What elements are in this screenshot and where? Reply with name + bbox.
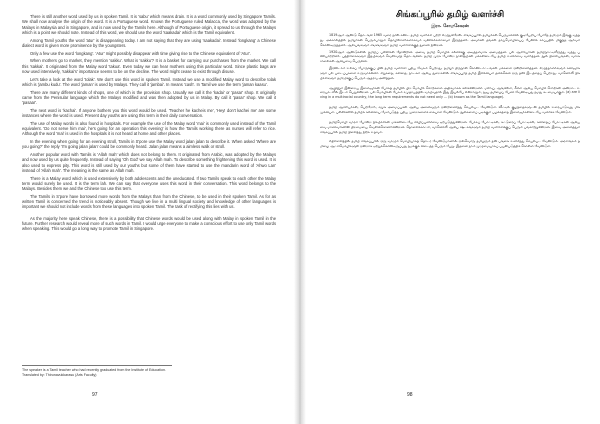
left-paragraph: Let's take a look at the word 'tolak'. We don't use this word in spoken Tamil. Instead we use a modified Malay word to describe tolak which is 'jambu kudu'. The word 'jaman' is used by Malays. They call it 'jambai'. In means 'cash'. In Tamil we use the term 'jaman kaasu'. [22,76,276,87]
left-paragraph: Another popular word with Tamils is 'Allah mah' which does not belong to them. It originated from Arabic, was adopted by the Malays and now used by us quite frequently. Instead of saying 'Oh God' we say Allah mah. To describe something frightening this word is used. It is also used to express pity. This word is still used by our youths but some of them have started to use the mandarin word of 'Ahwo Lan' instead of 'Allah mah'. The meaning is the same as Allah mah. [22,152,276,173]
left-paragraph: There is a Malay word which is used extensively by both adolescents and the uneducated. If two Tamils speak to each other the Malay term would surely be used. It is the term lah. We can say that everyone uses this word in their conversation. This word belongs to the Malays. Besides them we and the Chinese too use this term. [22,175,276,191]
left-paragraph: Only a few use the word 'longkang'. 'Atur' might possibly disappear with time giving rise to the Chinese equivalent of 'Atur'. [30,50,251,56]
footnote-line: Translated by: Thirunavukkarasu (Arts Faculty) [22,372,97,377]
left-paragraph: Among Tamil youths the word 'atur' is disappearing today. I am not saying that they are using 'saakadai'. Instead 'longkang' a Chinese dialect word is given more prominence by the youngsters. [22,37,276,48]
left-page-body [22,14,276,231]
left-paragraph: There are many different kinds of shops, one of which is the provision shop. Usually we call it the 'kadai' or 'pasar' shop. It originally came from the Penisular language which the Malays modified and was then adopted by us in Malay. By call it 'pasar' shop. We call it 'pasaar'. [22,89,276,105]
article-title: சிங்கப்பூரில் தமிழ் வளர்ச்சி [395,10,505,20]
right-page [306,0,600,424]
right-paragraph: 1819ஆம் ஆண்டு தொடங்கி 1965 வரை நான் கண்ட தமிழ் வளர்ச்சி பற்றி எழுதுகிறேன். சிங்கப்பூரில் தமிழர்கள் பெருமளவில் குடியேறிய போதே தமிழும் இங்கு வந்தது. அக்காலத்தில் தமிழர்கள் பெரும்பாலும் தொழிலாளர்களாகவும் வணிகர்களாகவும் இருந்தனர். அவர்கள் தங்கள் தாய்மொழியைப் பேணிக் காப்பதில் மிகுந்த ஆர்வம் கொண்டிருந்தனர். ஆலயங்களும் சங்கங்களும் தமிழ் வளர்ச்சிக்குத் துணை நின்றன. [320,33,580,47]
right-paragraph: இரண்டாம் உலகப் போருக்குப் பின் தமிழ் வளர்ச்சி புதிய வேகம் பெற்றது. தமிழர் திருநாள் கொண்டாட்டங்கள் மக்களை ஒன்றிணைத்தன. எழுத்தாளர்களும் கவிஞர்களும் பல படைப்புகளை உருவாக்கினர். சிறுகதை, கவிதை, நாடகம் ஆகிய துறைகளில் சிங்கப்பூர்த் தமிழ் இலக்கியம் தனக்கென ஒரு தனி இடத்தைப் பெற்றது. வானொலி நிகழ்ச்சிகளும் தமிழுக்குப் பெரும் ஆதரவு அளித்தன. [320,66,580,80]
right-paragraph: எதிர்காலத்தில் தமிழ் சிங்கப்பூரில் ஒரு வாழும் மொழியாகத் தொடர வேண்டுமானால் ஒவ்வொரு தமிழரும் தன் பங்கை உணர்ந்து செயல்பட வேண்டும். அரசாங்கம் தமிழை ஆட்சிமொழிகளுள் ஒன்றாக ஏற்றுக்கொண்டிருப்பது நமக்குக் கிடைத்த பெரும் பேறு. இதனை நாம் முழுமையாகப் பயன்படுத்திக் கொள்ள வேண்டும். [320,139,580,149]
footnote-line: The speaker is a Tamil teacher who had recently graduated from the Institute of Education. [22,368,166,372]
left-paragraph: The Tamils in S'pore have borrowed more words from the Malays than from the Chinese, to be used in their spoken Tamil. As for as written Tamil is concerned the trend is noticeably absent. Though we live in a multi lingual society and knowledge of other languages is important we should not include words from these languages into spoken Tamil. The task of rectifying this lies with us. [22,193,276,210]
book-gutter [294,0,306,424]
left-footnote [22,365,172,377]
right-paragraph: தமிழ் ஆசிரியர்கள், பெற்றோர், சமூக அமைப்புகள் ஆகிய அனைவரும் ஒன்றிணைந்து செயல்பட வேண்டும். வீட்டில் குழந்தைகளுடன் தமிழில் உரையாடுவது மிக முக்கியம். பள்ளிகளில் தமிழ்க் கல்வியை மேம்படுத்த புதிய முறைகளைக் கையாள வேண்டும். நூல்களைப் படிக்கும் பழக்கத்தை இளைஞர்களிடையே வளர்க்க வேண்டும். [320,105,580,114]
right-paragraph: ஆயினும் இன்றைய இளைஞர்கள் பேச்சுத் தமிழில் பிற மொழிச் சொற்களை அதிகமாகக் கலக்கின்றனர். மலாய், ஆங்கிலம், சீனம் ஆகிய மொழிச் சொற்கள் அன்றாட உரையாடலில் இடம் பெறுகின்றன. பல மொழிகள் பேசும் சமுதாயத்தில் வாழ்வதால் இது இயல்பே என்றாலும், தூய தமிழைப் பேண வேண்டியது நமது கடமையாகும். (a) are living in a multiracial country, the long term requirements do not need only ... (b) known as the Tamil language). [320,85,580,100]
left-page [0,0,294,424]
left-paragraph: In the evening when going for an evening stroll, Tamils in S'pore use the Malay word jalan jalan to describe it. When asked 'Where are you going?' the reply 'I'm going jalan jalan' could be commonly heard. Jalan jalan means a aimless walk or stroll. [22,139,276,150]
right-page-body [320,33,580,149]
left-paragraph: When mothers go to market, they mention 'sakku'. What is 'sakku'? It is a basket for carrying our purchases from the market. We call this 'sakkai'. It originated from the Malay word 'takua'. Even today we can hear mothers using this particular word. Since plastic bags are now used intensively, 'sakkai's' importance seems to be on the decline. The word might cease to exist through disuse. [22,58,276,74]
article-author: இரா. சோமசேகரன் [431,24,469,29]
right-paragraph: தமிழ்மொழி வாரம் போன்ற நிகழ்ச்சிகள் மக்களிடையே விழிப்புணர்வை ஏற்படுத்துகின்றன. பேச்சுப் போட்டிகள், கட்டுரைப் போட்டிகள், கவிதைப் போட்டிகள் ஆகியவை மாணவர்களின் திறமையை வெளிக்கொணர்கின்றன. தொலைக்காட்சி, வானொலி ஆகிய ஊடகங்களும் தமிழ் வளர்ச்சிக்குப் பெரும் பங்காற்றுகின்றன. இவை அனைத்தும் சிங்கப்பூரில் தமிழ் நிலைத்து நிற்க உதவும். [320,119,580,134]
left-paragraph: The use of Malay words is also found in hospitals. For example the use of the Malay word 'mai' is commonly used instead of the Tamil equivalent. 'Do not serve him mai', he's going for an operation this evening' is how the Tamils working there as nurses will refer to rice. Although the word 'mai' is used in the hospitals it is not heard at home and other places. [22,120,276,137]
right-paragraph: 1920ஆம் ஆண்டுகளில் தமிழ்ப் பள்ளிகள் தோன்றின. அவை தமிழ் மொழிக் கல்விக்கு அடித்தளமாக அமைந்தன. பல ஆசிரியர்கள் தமிழ்நாட்டிலிருந்து வந்து பணியாற்றினர். பத்திரிகைகளும் இதழ்களும் வெளிவரத் தொடங்கின. தமிழ் முரசு போன்ற நாளிதழ்கள் மக்களிடையே தமிழ் உணர்வை வளர்த்தன. நூல் நிலையங்கள், வாசகசாலைகள் ஆகியவை பெருகின. [320,49,580,64]
left-page-number: 97 [92,392,98,398]
right-page-number: 98 [407,392,413,398]
left-paragraph: As the majority here speak Chinese, there is a possibility that Chinese words would be used along with Malay in spoken Tamil in the future. Further research would reveal more of such words in Tamil. I would urge everyone to make a conscious effort to use only Tamil words when speaking. This would go a long way to promote Tamil in Singapore. [22,215,276,231]
left-paragraph: There is still another word used by us in spoken Tamil. It is 'sabu' which means drain. It is a word commonly used by Singapore Tamils. We shall now analyse the origin of the word. It is a Portuguese word. Known the Portuguese ruled Malacca, the word was adopted by the Malays in Malaysia and in Singapore, and is now used by the Tamils here. Although of Portuguese origin, it spread to us through the Malays which is a point we should note. Instead of this word, we should use the word 'saakadai' which is the Tamil equivalent. [22,14,276,35]
left-paragraph: The next word is 'kachai'. If anyone bothers you this word would be used. 'Teacher he kacheis me', 'Hey! don't kachei me' are some instances where the word is used. Present day youths are using this term in their daily conversation. [22,107,276,118]
